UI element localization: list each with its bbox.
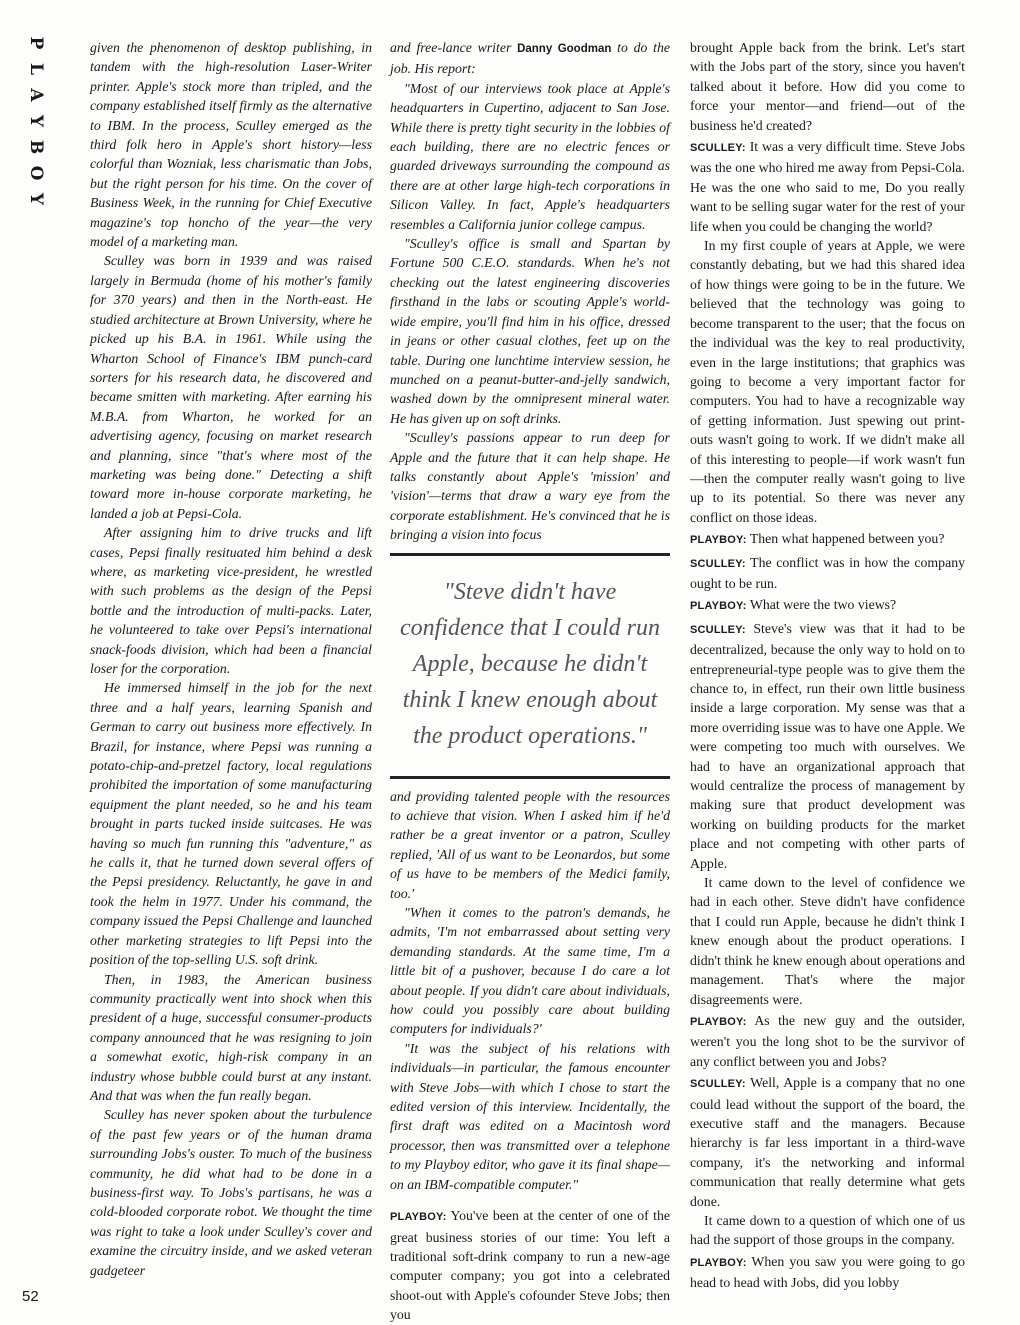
interview-answer [690,553,965,594]
interview-answer [690,1073,965,1211]
text: given the phenomenon of desktop publishing, in tandem with the high-resolution Laser-Writer printer. Apple's stock more than tripled, and the company established itself firmly as the alternative to IBM. In the process, Sculley emerged as the third folk hero in Apple's short history—less colorful than Wozniak, less charismatic than Jobs, but the right person for his time. On the cover of [90,40,372,191]
text: The conflict was in how the company ought to be run. [690,554,965,591]
sidebar-letter: B [26,139,46,155]
pullquote-rule-bottom [390,776,670,779]
interview-column-3 [690,38,965,1293]
pull-quote: "Steve didn't have confidence that I could run Apple, because he didn't think I knew enough about the product operations." [400,578,660,749]
text: Steve's view was that it had to be decentralized, because the only way to hold on to entrepreneurial-type people was to give them the chance to, in effect, run their own little business inside a large corporation. My sense was that a more overriding issue was to have one Apple. We were competing too much with ourselves. We had to have an organizational approach that would centralize the process of management by making sure that product development was working on building products for the market place and not competing with other parts of Apple. [690,620,965,871]
text: Then what happened between you? [746,531,945,547]
interview-paragraph: In my first couple of years at Apple, we were constantly debating, but we had this shared idea of how things were going to be in the future. We believed that the technology was going to become transparent to the user; that the focus on the individual was the key to real productivity, even in the large institutions; that graphics was going to become a very important factor for computers. You had to have a recognizable way of getting information. Just spewing out print-outs wasn't going to work. If we didn't make all of this interesting to people—if work wasn't fun—then the computer really wasn't going to live up to its potential. So there was never any conflict on those ideas. [690,238,965,525]
speaker-label: SCULLEY: [690,1078,746,1091]
speaker-label: PLAYBOY: [690,600,747,613]
text: and free-lance writer [390,40,518,55]
pullquote-rule-top [390,553,670,556]
interview-question [390,1206,670,1324]
intro-column-2 [390,38,670,1325]
author-name: Danny Goodman [517,43,612,55]
intro-column-1 [90,38,372,1280]
speaker-label: SCULLEY: [690,142,746,155]
interview-paragraph: It came down to a question of which one of us had the support of those groups in the company. [690,1212,965,1248]
magazine-sidebar-wordmark [26,30,46,212]
intro-paragraph [90,38,372,251]
text: It was a very difficult time. Steve Jobs was the one who hired me away from Pepsi-Cola. He was the one who said to me, Do you really want to be selling sugar water for the rest of your life when you could be changing the world? [690,139,965,234]
intro-paragraph: "Most of our interviews took place at Apple's headquarters in Cupertino, adjacent to San Jose. While there is pretty tight security in the lobbies of each building, there are no electric fences or guarded driveways surrounding the compound as there are at other large high-tech corporations in Silicon Valley. In fact, Apple's headquarters resembles a California junior college campus. [390,80,670,232]
intro-paragraph: Then, in 1983, the American business community practically went into shock when this president of a huge, successful consumer-products company announced that he was resigning to join a somewhat exotic, high-risk company in an industry whose bubble could burst at any instant. And that was when the fun really began. [90,971,372,1103]
sidebar-letter: A [26,88,46,102]
text: Chief Executive [284,195,372,211]
interview-paragraph: brought Apple back from the brink. Let's start with the Jobs part of the story, since you haven't talked about it before. How did you come to force your mentor—and friend—out of the business he'd created? [690,40,965,133]
intro-paragraph [390,38,670,79]
intro-paragraph: "Sculley's office is small and Spartan by Fortune 500 C.E.O. standards. When he's not checking out the latest engineering discoveries firsthand in the labs or scouting Apple's world-wide empire, you'll find him in his office, dressed in jeans or other casual clothes, feet up on the table. During one lunchtime interview session, he munched on a peanut-butter-and-jelly sandwich, washed down by the omnipresent mineral water. He has given up on soft drinks. [390,236,670,426]
sidebar-letter: P [26,36,46,50]
speaker-label: SCULLEY: [690,623,746,636]
text: in the running for [174,195,285,211]
sidebar-letter: L [26,63,46,75]
intro-paragraph: and providing talented people with the resources to achieve that vision. When I asked him if he'd rather be a great inventor or a patron, Sculley replied, 'All of us want to be Leonardos, but some of us have to be members of the Medici family, too.' [390,788,670,901]
interview-answer [690,619,965,873]
text: Business Week, [90,195,175,211]
interview-question [690,1252,965,1293]
intro-paragraph: Sculley was born in 1939 and was raised largely in Bermuda (home of his mother's family for 370 years) and then in the North-east. He studied architecture at Brown University, where he picked up his B.A. in 1961. While using the Wharton School of Finance's IBM punch-card sorters for his research data, he discovered and became smitten with marketing. After earning his M.B.A. from Wharton, he worked for an advertising agency, focusing on market research and planning, since "that's where most of the marketing was being done." Detecting a shift toward more in-house corporate marketing, he landed a job at Pepsi-Cola. [90,253,372,521]
intro-paragraph: After assigning him to drive trucks and lift cases, Pepsi finally resituated him behind a desk where, as marketing vice-president, he wrestled with such problems as the design of the Pepsi bottle and the introduction of multi-packs. Later, he volunteered to take over Pepsi's international snack-foods division, which had been a financial loser for the corporation. [90,525,372,676]
speaker-label: PLAYBOY: [390,1211,447,1224]
text: "It was the subject of his relations with individuals—in particular, the famous encounter with Steve Jobs—with which I chose to start the edited version of this interview. Incidentally, the first draft was edited on a Macintosh word processor, then was transmitted over a telephone to my [390,1040,670,1173]
intro-paragraph: "When it comes to the patron's demands, he admits, 'I'm not embarrassed about setting very demanding standards. At the same time, I'm a little bit of a pushover, because I do care a lot about people. If you didn't care about individuals, how could you possibly care about building computers for individuals?' [390,905,670,1037]
intro-paragraph [390,1039,670,1194]
text: When you saw you were going to go head to head with Jobs, did you lobby [690,1253,965,1291]
text: magazine's top honcho of the year—the very model of a marketing man. [90,214,372,250]
interview-question [690,1011,965,1071]
interview-paragraph: It came down to the level of confidence we had in each other. Steve didn't have confidence that I could run Apple, because he didn't think I knew enough about the product operations. I didn't think he knew enough about operations and management. That's where the major disagreements were. [690,875,965,1007]
intro-paragraph: He immersed himself in the job for the next three and a half years, learning Spanish and German to carry out business more effectively. In Brazil, for instance, where Pepsi was running a potato-chip-and-pretzel factory, local regulations prohibited the importation of some manufacturing equipment the plant needed, so he and his team brought in parts tucked inside suitcases. He was having so much fun running this "adventure," as he calls it, that he turned down several offers of the Pepsi presidency. Reluctantly, he gave in and took the helm in 1977. Under his command, the company issued the Pepsi Challenge and launched other marketing strategies to lift Pepsi into the position of the top-selling U.S. soft drink. [90,680,372,968]
interview-question [690,595,965,616]
interview-question [690,529,965,550]
text: You've been at the center of one of the great business stories of our time: You left a traditional soft-drink company to run a new-age computer company; you got into a celebrated shoot-out with Apple's cofounder Steve Jobs; then you [390,1208,670,1323]
speaker-label: PLAYBOY: [690,534,747,547]
text: Playboy [424,1157,470,1173]
interview-answer [690,137,965,236]
page-number: 52 [22,1288,39,1305]
text: What were the two views? [746,597,897,613]
intro-paragraph: Sculley has never spoken about the turbulence of the past few years or of the human drama surrounding Jobs's ouster. To much of the business community, he did what had to be done in a business-first way. To Jobs's partisans, he was a cold-blooded corporate robot. We thought the time was right to take a look under Sculley's cover and examine the circuitry inside, and we asked veteran gadgeteer [90,1107,372,1278]
text: editor, who gave it its final shape—on an IBM-compatible computer." [390,1157,670,1192]
text: Well, Apple is a company that no one could lead without the support of the board, the executive staff and the managers. Because hierarchy is far less important in a third-wave company, it's the networking and informal communication that really determine what gets done. [690,1075,965,1209]
intro-paragraph: "Sculley's passions appear to run deep for Apple and the future that it can help shape. He talks constantly about Apple's 'mission' and 'vision'—terms that draw a wary eye from the corporate establishment. He's convinced that he is bringing a vision into focus [390,430,670,543]
speaker-label: PLAYBOY: [690,1256,747,1269]
sidebar-letter: Y [26,192,46,206]
text: to do the job. His report: [390,40,671,77]
sidebar-letter: Y [26,114,46,128]
sidebar-letter: O [26,165,46,181]
text: As the new guy and the outsider, weren't you the long shot to be the survivor of any conflict between you and Jobs? [690,1012,965,1069]
speaker-label: PLAYBOY: [690,1015,747,1028]
speaker-label: SCULLEY: [690,557,746,570]
